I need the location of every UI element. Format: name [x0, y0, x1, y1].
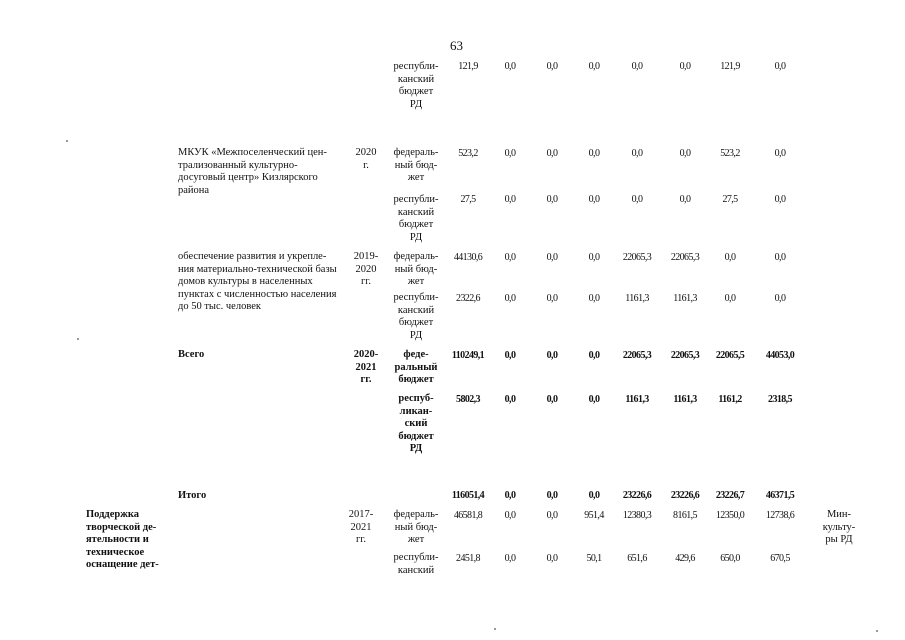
value-cell: 0,0	[504, 553, 516, 564]
value-cell: 2451,8	[456, 553, 480, 564]
executor-cell: Мин- культу- ры РД	[822, 509, 856, 545]
budget-cell: республи- канский	[393, 552, 439, 576]
value-cell: 27,5	[460, 194, 476, 205]
value-cell: 0,0	[774, 61, 786, 72]
value-cell: 0,0	[774, 293, 786, 304]
value-cell: 50,1	[586, 553, 602, 564]
period-cell: 2020 г.	[355, 147, 377, 171]
value-cell: 116051,4	[451, 490, 485, 501]
value-cell: 429,6	[675, 553, 695, 564]
value-cell: 22065,3	[622, 252, 652, 263]
value-cell: 0,0	[588, 252, 600, 263]
value-cell: 23226,6	[622, 490, 652, 501]
value-cell: 0,0	[679, 194, 691, 205]
value-cell: 0,0	[588, 293, 600, 304]
value-cell: 22065,3	[670, 350, 700, 361]
value-cell: 0,0	[504, 252, 516, 263]
value-cell: 0,0	[588, 394, 600, 405]
value-cell: 0,0	[546, 194, 558, 205]
budget-cell: феде- ральный бюджет	[394, 349, 438, 385]
value-cell: 0,0	[774, 194, 786, 205]
value-cell: 0,0	[504, 148, 516, 159]
value-cell: 0,0	[588, 61, 600, 72]
item-name: обеспечение развития и укрепле- ния материально-технической базы домов культуры в населенных пунктах с численностью населения до 50 тыс. человек	[178, 251, 337, 312]
budget-cell: федераль- ный бюд- жет	[393, 147, 439, 183]
budget-cell: республи- канский бюджет РД	[393, 292, 439, 341]
scan-speck	[876, 630, 878, 632]
value-cell: 44130,6	[453, 252, 483, 263]
value-cell: 0,0	[504, 350, 516, 361]
value-cell: 0,0	[504, 293, 516, 304]
value-cell: 8161,5	[673, 510, 697, 521]
budget-cell: республи- канский бюджет РД	[393, 194, 439, 243]
value-cell: 27,5	[722, 194, 738, 205]
grand-total-label: Итого	[178, 490, 207, 501]
value-cell: 121,9	[458, 61, 478, 72]
page-number: 63	[450, 38, 463, 53]
value-cell: 2322,6	[456, 293, 480, 304]
value-cell: 5802,3	[456, 394, 480, 405]
value-cell: 670,5	[770, 553, 790, 564]
value-cell: 0,0	[546, 252, 558, 263]
value-cell: 1161,3	[673, 394, 697, 405]
value-cell: 523,2	[720, 148, 740, 159]
value-cell: 121,9	[720, 61, 740, 72]
value-cell: 0,0	[546, 553, 558, 564]
value-cell: 0,0	[679, 61, 691, 72]
value-cell: 0,0	[774, 252, 786, 263]
value-cell: 23226,6	[670, 490, 700, 501]
value-cell: 0,0	[504, 61, 516, 72]
scan-speck	[77, 338, 79, 340]
value-cell: 46581,8	[453, 510, 483, 521]
value-cell: 22065,3	[622, 350, 652, 361]
value-cell: 46371,5	[765, 490, 795, 501]
period-cell: 2019- 2020 гг.	[353, 251, 379, 287]
scan-speck	[494, 628, 496, 630]
value-cell: 1161,3	[625, 293, 649, 304]
value-cell: 23226,7	[715, 490, 745, 501]
value-cell: 1161,3	[673, 293, 697, 304]
value-cell: 0,0	[504, 394, 516, 405]
value-cell: 0,0	[588, 490, 600, 501]
value-cell: 12738,6	[765, 510, 795, 521]
value-cell: 0,0	[774, 148, 786, 159]
value-cell: 0,0	[504, 510, 516, 521]
value-cell: 0,0	[546, 394, 558, 405]
budget-cell: республи- канский бюджет РД	[393, 61, 439, 110]
value-cell: 0,0	[504, 194, 516, 205]
value-cell: 22065,5	[715, 350, 745, 361]
value-cell: 1161,3	[625, 394, 649, 405]
value-cell: 2318,5	[768, 394, 792, 405]
value-cell: 0,0	[546, 61, 558, 72]
value-cell: 0,0	[724, 293, 736, 304]
value-cell: 0,0	[504, 490, 516, 501]
budget-cell: респуб- ликан- ский бюджет РД	[398, 393, 434, 454]
item-name: МКУК «Межпоселенческий цен- трализованный культурно- досуговый центр» Кизлярского района	[178, 147, 327, 196]
value-cell: 0,0	[546, 148, 558, 159]
value-cell: 0,0	[588, 350, 600, 361]
value-cell: 0,0	[588, 194, 600, 205]
value-cell: 1161,2	[718, 394, 742, 405]
budget-cell: федераль- ный бюд- жет	[393, 251, 439, 287]
value-cell: 523,2	[458, 148, 478, 159]
period-cell: 2020- 2021 гг.	[353, 349, 379, 385]
value-cell: 12380,3	[622, 510, 652, 521]
value-cell: 22065,3	[670, 252, 700, 263]
value-cell: 44053,0	[765, 350, 795, 361]
value-cell: 0,0	[679, 148, 691, 159]
period-cell: 2017- 2021 гг.	[348, 509, 374, 545]
value-cell: 0,0	[546, 293, 558, 304]
value-cell: 0,0	[546, 510, 558, 521]
value-cell: 0,0	[588, 148, 600, 159]
value-cell: 0,0	[631, 148, 643, 159]
value-cell: 951,4	[584, 510, 604, 521]
program-title: Поддержка творческой де- ятельности и техническое оснащение дет-	[86, 509, 159, 570]
budget-cell: федераль- ный бюд- жет	[393, 509, 439, 545]
value-cell: 0,0	[631, 194, 643, 205]
value-cell: 0,0	[546, 350, 558, 361]
value-cell: 650,0	[720, 553, 740, 564]
scan-speck	[66, 140, 68, 142]
value-cell: 0,0	[631, 61, 643, 72]
value-cell: 110249,1	[451, 350, 485, 361]
total-label: Всего	[178, 349, 205, 360]
value-cell: 0,0	[724, 252, 736, 263]
value-cell: 651,6	[627, 553, 647, 564]
value-cell: 12350,0	[715, 510, 745, 521]
value-cell: 0,0	[546, 490, 558, 501]
